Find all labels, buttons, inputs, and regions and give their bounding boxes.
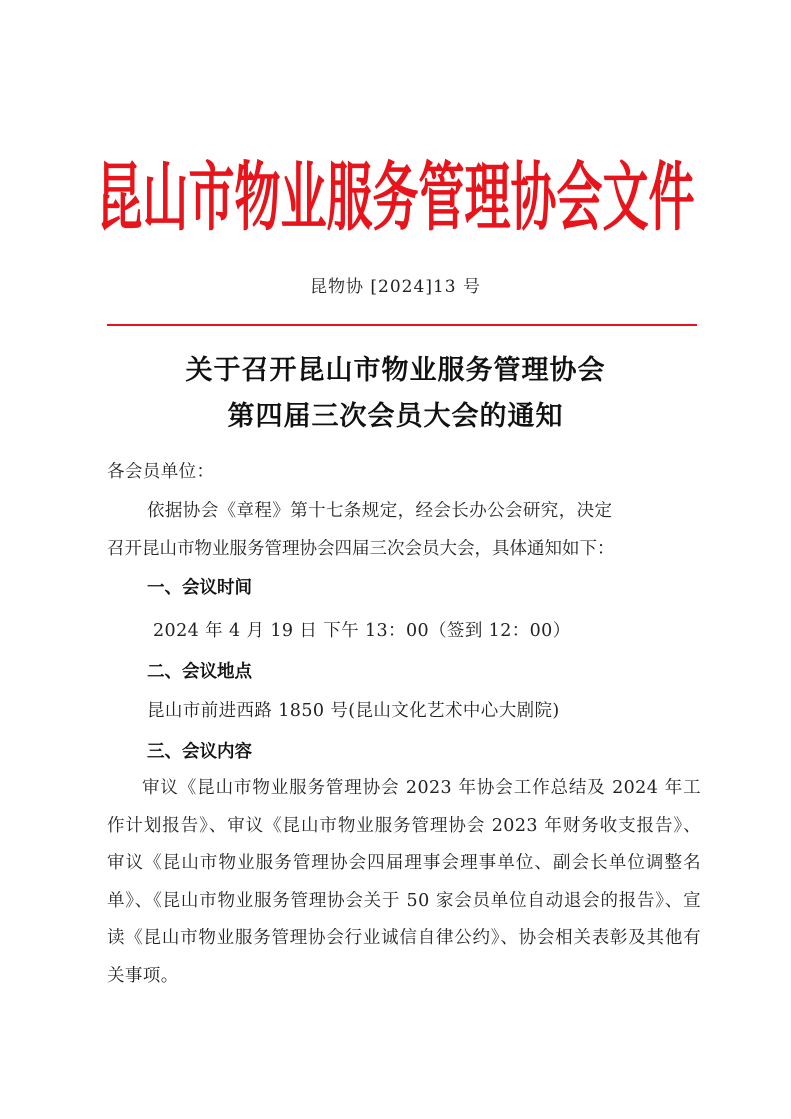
- salutation: 各会员单位：: [107, 462, 215, 482]
- intro-line-2: 召开昆山市物业服务管理协会四届三次会员大会，具体通知如下：: [107, 539, 615, 559]
- notice-title-line-1: 关于召开昆山市物业服务管理协会: [185, 355, 606, 386]
- red-divider-line: [107, 324, 697, 326]
- section-heading-content: 三、会议内容: [147, 742, 252, 762]
- section-text-time: 2024 年 4 月 19 日 下午 13：00（签到 12：00）: [153, 621, 571, 641]
- section-heading-location: 二、会议地点: [147, 662, 252, 682]
- org-title: 昆山市物业服务管理协会文件: [96, 153, 695, 241]
- section-text-content: 审议《昆山市物业服务管理协会 2023 年协会工作总结及 2024 年工作计划报告》、审议《昆山市物业服务管理协会 2023 年财务收支报告》、审议《昆山市物业服务管理协会四届理事会理事单位、副会长单位调整名单》、《昆山市物业服务管理协会关于 50 家会员单位自动退会的报告》、宣读《昆山市物业服务管理协会行业诚信自律公约》、协会相关表彰及其他有关事项。: [107, 778, 701, 986]
- org-masthead: [0, 150, 791, 250]
- section-heading-time: 一、会议时间: [147, 578, 252, 598]
- notice-title-line-2: 第四届三次会员大会的通知: [227, 401, 564, 432]
- intro-line-1: 依据协会《章程》第十七条规定，经会长办公会研究，决定: [147, 501, 613, 521]
- section-text-location: 昆山市前进西路 1850 号(昆山文化艺术中心大剧院): [147, 701, 560, 721]
- document-number: 昆物协 [2024]13 号: [310, 277, 481, 297]
